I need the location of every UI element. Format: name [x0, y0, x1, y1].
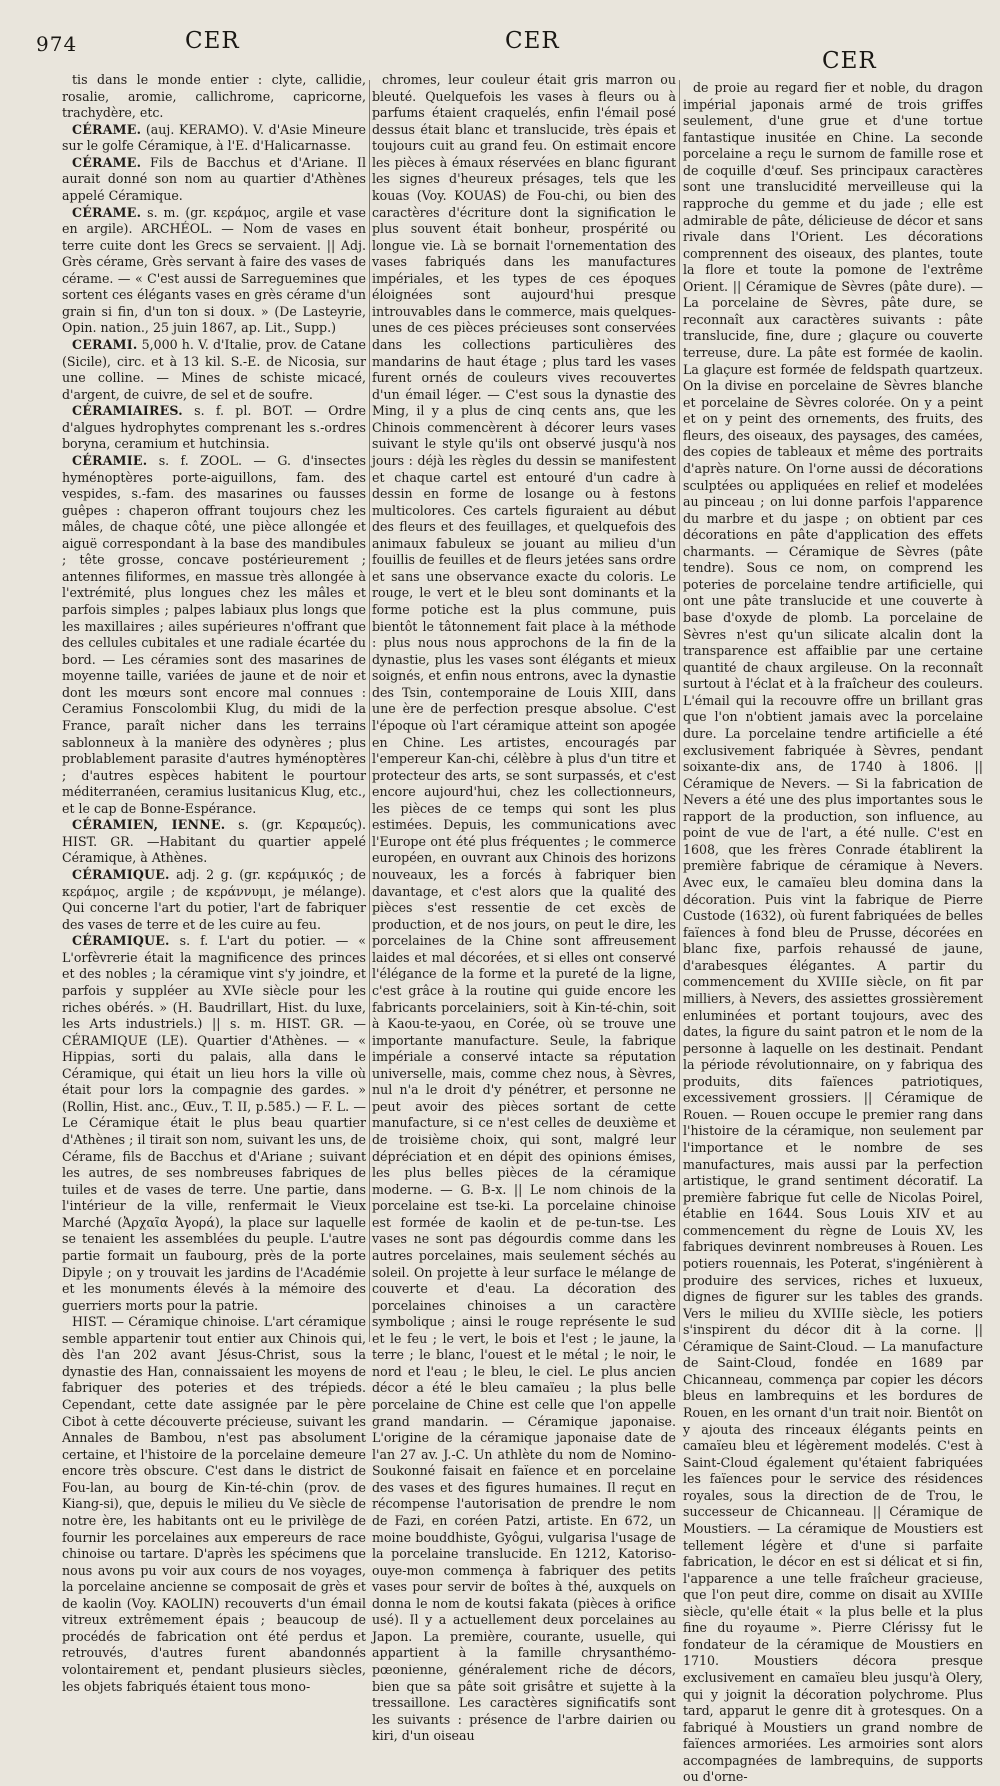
- entry-text: s. f. L'art du potier. — « L'orfèvrerie était la magnificence des princes et des nobles ; la céramique vint s'y joindre, et parfois y suppléer au XVIe siècle pour les riches obérés. » (H. Baudrillart, Hist. du luxe, les Arts industriels.) || s. m. HIST. GR. — CÉRAMIQUE (LE). Quartier d'Athènes. — « Hippias, sorti du palais, alla dans le Céramique, qui était un lieu hors la ville où était pour lors la compagnie des gardes. » (Rollin, Hist. anc., Œuv., T. II, p.585.) — F. L. — Le Céramique était le plus beau quartier d'Athènes ; il tirait son nom, suivant les uns, de Cérame, fils de Bacchus et d'Ariane ; suivant les autres, de ses nombreuses fabriques de tuiles et de vases de terre. Une partie, dans l'intérieur de la ville, renfermait le Vieux Marché (Ἀρχαῖα Ἀγορά), la place sur laquelle se tenaient les assemblées du peuple. L'autre partie formait un faubourg, près de la porte Dipyle ; on y trouvait les jardins de l'Académie et les monuments élevés à la mémoire des guerriers morts pour la patrie.: [62, 933, 366, 1313]
- text-column-3: [683, 80, 983, 1785]
- entry-headword: CÉRAMIEN, IENNE.: [72, 817, 226, 833]
- entry-headword: CÉRAME.: [72, 121, 142, 137]
- entry-paragraph: [62, 403, 366, 453]
- entry-paragraph: [62, 1314, 366, 1695]
- entry-paragraph: [62, 933, 366, 1314]
- entry-paragraph: [683, 80, 983, 1786]
- entry-paragraph: [62, 453, 366, 817]
- entry-paragraph: [62, 817, 366, 867]
- entry-paragraph: [372, 72, 676, 1745]
- entry-headword: CERAMI.: [72, 337, 138, 352]
- entry-headword: CÉRAMIE.: [72, 452, 148, 468]
- running-head-right: CER: [822, 48, 877, 74]
- entry-headword: CÉRAMIAIRES.: [72, 403, 183, 419]
- entry-text: HIST. — Céramique chinoise. L'art céramique semble appartenir tout entier aux Chinois qui, dès l'an 202 avant Jésus-Christ, sous la dynastie des Han, connaissaient les moyens de fabriquer des poteries et des trépieds. Cependant, cette date assignée par le père Cibot à cette découverte précieuse, suivant les Annales de Bambou, n'est pas absolument certaine, et l'histoire de la porcelaine demeure encore très obscure. C'est dans le district de Fou-lan, au bourg de Kin-té-chin (prov. de Kiang-si), que, depuis le milieu du Ve siècle de notre ère, les habitants ont eu le privilège de fournir les porcelaines aux empereurs de race chinoise ou tartare. D'après les spécimens que nous avons pu voir aux cours de nos voyages, la porcelaine ancienne se composait de grès et de kaolin (Voy. KAOLIN) recouverts d'un émail vitreux extrêmement épais ; beaucoup de procédés de fabrication ont été perdus et retrouvés, d'autres furent abandonnés volontairement et, pendant plusieurs siècles, les objets fabriqués étaient tous mono-: [62, 1314, 366, 1694]
- page-number: 974: [36, 32, 78, 56]
- entry-text: chromes, leur couleur était gris marron ou bleuté. Quelquefois les vases à fleurs ou à parfums étaient craquelés, enfin l'émail posé dessus était blanc et translucide, très épais et toujours cuit au grand feu. On estimait encore les pièces à émaux réservées en blanc figurant les signes d'heureux présages, tels que les kouas (Voy. KOUAS) de Fou-chi, ou bien des caractères d'écriture dont la signification le plus souvent était bonheur, prospérité ou longue vie. Là se bornait l'ornementation des vases fabriqués dans les manufactures impériales, et les types de ces époques éloignées sont aujourd'hui presque introuvables dans le commerce, mais quelques-unes de ces pièces précieuses sont conservées dans les collections particulières des mandarins de haut étage ; plus tard les vases furent ornés de couleurs vives recouvertes d'un émail léger. — C'est sous la dynastie des Ming, il y a plus de cinq cents ans, que les Chinois commencèrent à décorer leurs vases suivant le style qu'ils ont observé jusqu'à nos jours : déjà les règles du dessin se manifestent et chaque cartel est entouré d'un cadre à dessin en forme de losange ou à festons multicolores. Ces cartels figuraient au début des fleurs et des feuillages, et quelquefois des animaux fabuleux se jouant au milieu d'un fouillis de feuilles et de fleurs jetées sans ordre et sans une observance exacte du coloris. Le rouge, le vert et le bleu sont dominants et la forme potiche est la plus commune, puis bientôt le tâtonnement fait place à la méthode : plus nous nous approchons de la fin de la dynastie, plus les vases sont élégants et mieux soignés, et enfin nous entrons, avec la dynastie des Tsin, contemporaine de Louis XIII, dans une ère de perfection presque absolue. C'est l'époque où l'art céramique atteint son apogée en Chine. Les artistes, encouragés par l'empereur Kan-chi, célèbre à plus d'un titre et protecteur des arts, se sont surpassés, et c'est encore aujourd'hui, chez les collectionneurs, les pièces de ce temps qui sont les plus estimées. Depuis, les communications avec l'Europe ont été plus fréquentes ; le commerce européen, en ouvrant aux Chinois des horizons nouveaux, les a forcés à fabriquer bien davantage, et c'est alors que la qualité des pièces s'est ressentie de cet excès de production, et de nos jours, on peut le dire, les porcelaines de la Chine sont affreusement laides et mal décorées, et si elles ont conservé l'élégance de la forme et la pureté de la ligne, c'est grâce à la routine qui guide encore les fabricants porcelainiers, soit à Kin-té-chin, soit à Kaou-te-yaou, en Corée, où se trouve une importante manufacture. Seule, la fabrique impériale a conservé intacte sa réputation universelle, mais, comme chez nous, à Sèvres, nul n'a le droit d'y pénétrer, et personne ne peut avoir des pièces sortant de cette manufacture, si ce n'est celles de deuxième et de troisième choix, qui sont, malgré leur dépréciation et en dépit des opinions émises, les plus belles pièces de la céramique moderne. — G. B-x. || Le nom chinois de la porcelaine est tse-ki. La porcelaine chinoise est formée de kaolin et de pe-tun-tse. Les vases ne sont pas dégourdis comme dans les autres porcelaines, mais seulement séchés au soleil. On projette à leur surface le mélange de couverte et d'eau. La décoration des porcelaines chinoises a un caractère symbolique ; ainsi le rouge représente le sud et le feu ; le vert, le bois et l'est ; le jaune, la terre ; le blanc, l'ouest et le métal ; le noir, le nord et l'eau ; le bleu, le ciel. Le plus ancien décor a été le bleu camaïeu ; la plus belle porcelaine de Chine est celle que l'on appelle grand mandarin. — Céramique japonaise. L'origine de la céramique japonaise date de l'an 27 av. J.-C. Un athlète du nom de Nomino-Soukonné faisait en faïence et en porcelaine des vases et des figures humaines. Il reçut en récompense l'autorisation de prendre le nom de Fazi, en coréen Patzi, artiste. En 672, un moine bouddhiste, Gyôgui, vulgarisa l'usage de la porcelaine translucide. En 1212, Katoriso-ouye-mon commença à fabriquer des petits vases pour servir de boîtes à thé, auxquels on donna le nom de koutsi fakata (pièces à orifice usé). Il y a actuellement deux porcelaines au Japon. La première, courante, usuelle, qui appartient à la famille chrysanthémo-pœonienne, généralement riche de décors, bien que sa pâte soit grisâtre et sujette à la tressaillone. Les caractères significatifs sont les suivants : présence de l'arbre dairien ou kiri, d'un oiseau: [372, 72, 676, 1744]
- entry-headword: CÉRAMIQUE.: [72, 867, 170, 882]
- entry-headword: CÉRAME.: [72, 154, 142, 170]
- column-divider: [679, 80, 680, 1342]
- entry-text: s. (gr. Κεραμεύς). HIST. GR. —Habitant du quartier appelé Céramique, à Athènes.: [62, 817, 366, 866]
- entry-headword: CÉRAMIQUE.: [72, 933, 170, 949]
- entry-text: s. f. ZOOL. — G. d'insectes hyménoptères porte-aiguillons, fam. des vespides, s.-fam. des masarines ou fausses guêpes : chaperon offrant toujours chez les mâles, de chaque côté, une pièce allongée et aiguë correspondant à la base des mandibules ; tête grosse, concave postérieurement ; antennes filiformes, en massue très allongée à l'extrémité, plus longues chez les mâles et parfois simples ; palpes labiaux plus longs que les maxillaires ; ailes supérieures n'offrant que des cellules cubitales et une radiale écartée du bord. — Les céramies sont des masarines de moyenne taille, variées de jaune et de noir et dont les mœurs sont encore mal connues : Ceramius Fonscolombii Klug, du midi de la France, paraît nicher dans les terrains sablonneux à la manière des odynères ; plus problablement parasite d'autres hyménoptères ; d'autres espèces habitent le pourtour méditerranéen, ceramius lusitanicus Klug, etc., et le cap de Bonne-Espérance.: [62, 452, 366, 816]
- entry-text: s. f. pl. BOT. — Ordre d'algues hydrophytes comprenant les s.-ordres boryna, ceramium et hutchinsia.: [62, 403, 366, 452]
- entry-paragraph: [62, 122, 366, 155]
- entry-paragraph: [62, 72, 366, 122]
- entry-text: 5,000 h. V. d'Italie, prov. de Catane (Sicile), circ. et à 13 kil. S.-E. de Nicosia, sur une colline. — Mines de schiste micacé, d'argent, de cuivre, de sel et de soufre.: [62, 337, 366, 402]
- text-column-2: [372, 72, 676, 1744]
- entry-text: (auj. KERAMO). V. d'Asie Mineure sur le golfe Céramique, à l'E. d'Halicarnasse.: [62, 121, 366, 154]
- entry-headword: CÉRAME.: [72, 204, 142, 220]
- entry-text: adj. 2 g. (gr. κεράμικός ; de κεράμος, argile ; de κεράννυμι, je mélange). Qui concerne l'art du potier, l'art de fabriquer des vases de terre et de les cuire au feu.: [62, 867, 366, 932]
- entry-text: Fils de Bacchus et d'Ariane. Il aurait donné son nom au quartier d'Athènes appelé Céramique.: [62, 154, 366, 203]
- entry-text: tis dans le monde entier : clyte, callidie, rosalie, aromie, callichrome, capricorne, trachydère, etc.: [62, 72, 366, 121]
- entry-paragraph: [62, 867, 366, 933]
- entry-paragraph: [62, 155, 366, 205]
- entry-paragraph: [62, 337, 366, 403]
- running-head-left: CER: [185, 28, 240, 54]
- entry-paragraph: [62, 205, 366, 338]
- entry-text: de proie au regard fier et noble, du dragon impérial japonais armé de trois griffes seulement, d'une grue et d'une tortue fantastique inusitée en Chine. La seconde porcelaine a reçu le surnom de famille rose et de coquille d'œuf. Ses principaux caractères sont une translucidité merveilleuse qui la rapproche du gemme et du jade ; elle est admirable de pâte, délicieuse de décor et sans rivale dans l'Orient. Les décorations comprennent des oiseaux, des plantes, toute la flore et toute la pomone de l'extrême Orient. || Céramique de Sèvres (pâte dure). — La porcelaine de Sèvres, pâte dure, se reconnaît aux caractères suivants : pâte translucide, fine, dure ; glaçure ou couverte terreuse, dure. La pâte est formée de kaolin. La glaçure est formée de feldspath quartzeux. On la divise en porcelaine de Sèvres blanche et porcelaine de Sèvres colorée. On y a peint et on y peint des ornements, des fruits, des fleurs, des oiseaux, des paysages, des camées, des copies de tableaux et même des portraits d'après nature. On l'orne aussi de décorations sculptées ou appliquées en relief et modelées au pinceau ; on lui donne parfois l'apparence du marbre et du jaspe ; on obtient par ces décorations en pâte d'application des effets charmants. — Céramique de Sèvres (pâte tendre). Sous ce nom, on comprend les poteries de porcelaine tendre artificielle, qui ont une pâte translucide et une couverte à base d'oxyde de plomb. La porcelaine de Sèvres n'est qu'un silicate alcalin dont la transparence est affaiblie par une certaine quantité de chaux argileuse. On la reconnaît surtout à l'éclat et à la fraîcheur des couleurs. L'émail qui la recouvre offre un brillant gras que l'on n'obtient jamais avec la porcelaine dure. La porcelaine tendre artificielle a été exclusivement fabriquée à Sèvres, pendant soixante-dix ans, de 1740 à 1806. || Céramique de Nevers. — Si la fabrication de Nevers a été une des plus importantes sous le rapport de la production, son influence, au point de vue de l'art, a été nulle. C'est en 1608, que les frères Conrade établirent la première fabrique de céramique à Nevers. Avec eux, le camaïeu bleu domina dans la décoration. Puis vint la fabrique de Pierre Custode (1632), où furent fabriquées de belles faïences à fond bleu de Prusse, décorées en blanc fixe, parfois rehaussé de jaune, d'arabesques élégantes. A partir du commencement du XVIIIe siècle, on fit par milliers, à Nevers, des assiettes grossièrement enluminées et portant toujours, avec des dates, la figure du saint patron et le nom de la personne à laquelle on les destinait. Pendant la période révolutionnaire, on y fabriqua des produits, dits faïences patriotiques, excessivement grossiers. || Céramique de Rouen. — Rouen occupe le premier rang dans l'histoire de la céramique, non seulement par l'importance et le nombre de ses manufactures, mais aussi par la perfection artistique, le grand sentiment décoratif. La première fabrique fut celle de Nicolas Poirel, établie en 1644. Sous Louis XIV et au commencement du règne de Louis XV, les fabriques devinrent nombreuses à Rouen. Les potiers rouennais, les Poterat, s'ingénièrent à produire des services, riches et luxueux, dignes de figurer sur les tables des grands. Vers le milieu du XVIIIe siècle, les potiers s'inspirent du décor dit à la corne. || Céramique de Saint-Cloud. — La manufacture de Saint-Cloud, fondée en 1689 par Chicanneau, commença par copier les décors bleus en lambrequins et les bordures de Rouen, en les ornant d'un trait noir. Bientôt on y ajouta des rinceaux élégants peints en camaïeu bleu et légèrement modelés. C'est à Saint-Cloud également qu'étaient fabriquées les faïences pour le service des résidences royales, sous la direction de de Trou, le successeur de Chicanneau. || Céramique de Moustiers. — La céramique de Moustiers est tellement légère et d'une si parfaite fabrication, le décor en est si délicat et si fin, l'apparence a une telle fraîcheur gracieuse, que l'on peut dire, comme on disait au XVIIIe siècle, qu'elle était « la plus belle et la plus fine du royaume ». Pierre Clérissy fut le fondateur de la céramique de Moustiers en 1710. Moustiers décora presque exclusivement en camaïeu bleu jusqu'à Olery, qui y joignit la décoration polychrome. Plus tard, apparut le genre dit à grotesques. On a fabriqué à Moustiers un grand nombre de faïences armoriées. Les armoiries sont alors accompagnées de lambrequins, de supports ou d'orne-: [683, 80, 983, 1785]
- column-divider: [369, 80, 370, 1342]
- text-column-1: [62, 72, 366, 1694]
- entry-text: s. m. (gr. κεράμος, argile et vase en argile). ARCHÉOL. — Nom de vases en terre cuite dont les Grecs se servaient. || Adj. Grès cérame, Grès servant à faire des vases de cérame. — « C'est aussi de Sarreguemines que sortent ces élégants vases en grès cérame d'un grain si fin, d'un ton si doux. » (De Lasteyrie, Opin. nation., 25 juin 1867, ap. Lit., Supp.): [62, 204, 366, 336]
- running-head-center: CER: [505, 28, 560, 54]
